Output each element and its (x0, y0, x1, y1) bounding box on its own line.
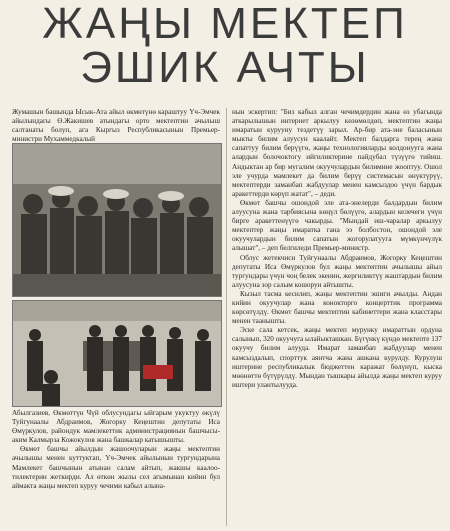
right-paragraph-1: нын эскертип: "Биз кабыл алган чечимдердин жана өз убагында аткарылышын интернет аркылуу көзөмөлдөп, мектептин жаңы имаратын курууну тездетүү зарыл. Ар-бир ата-эне баласынын мыкты билим алуусун каалайт. Мектеп балдарга терең жана сапаттуу билим берүүгө, жаңы технологияларды колдонууга жана алардын болочоктогу ийгиликтерине пайдубал түзүүгө тийиш. Андыктан ар бир мугалим окуучулардын билимине жооптуу. Ошол эле учурда мамлекет да билим берүү системасын өнүктүрүү, мектептерди заманбап жабдуулар менен камсыздоо үчүн бардык аракеттерди көрүп жатат", – деди. (232, 108, 442, 198)
column-divider (226, 108, 227, 526)
article-left-continued (12, 409, 220, 491)
right-paragraph-4: Кызыл тасма кесилип, жаңы мектептин эшиги ачылды. Андан кийин окуучулар жана конокторго концерттик программа көрсөтүлдү. Өкмөт башчы мектептин кабинеттери жана класстары менен таанышты. (232, 289, 442, 326)
headline (0, 2, 450, 90)
left-paragraph-2: Өкмөт башчы айылдын жашоочуларын жаңы мектептин ачылышы менен куттуктап, Үч-Эмчек айылынын тургундарына Мамлекет башчынын атынан салам айтып, жакшы каалоо-тилектерин жеткирди. Ал өткөн жылы сел агымынан кийин бул аймакта жаңы мектеп куруу чечими кабыл алына- (12, 445, 220, 490)
right-paragraph-3: Облус жетекчиси Туйгунаалы Абдраимов, Жогорку Кеңештин депутаты Иса Өмүркулов бул жаңы мектептин ачылышы айыл тургундары үчүн чоң белек экенин, жергиликтүү жаштардын билим алуусуна зор салым кошорун айтышты. (232, 253, 442, 289)
headline-line-1: ЖАҢЫ МЕКТЕП (42, 0, 408, 48)
photo-caption-paragraph: Абылгазиев, Өкмөттүн Чүй облусундагы ыйгарым укуктуу өкүлү Туйгунаалы Абдраимов, Жогорку Кеңештин депутаты Иса Өмүркулов, райондук мамлекеттик администрациянын башчысы-аким Калмырза Кожокулов жана башкалар катышышты. (12, 409, 220, 445)
article-right-column (232, 108, 442, 390)
intro-paragraph: Жумашын башында Ысык-Ата айыл өкмөтүнө караштуу Үч-Эмчек айылындагы Ө.Жакишев атындагы орто мектептин ачылыш салтанаты болуп, ага Кыргыз Республикасынын Премьер-министри Мухаммедкалый (12, 108, 220, 144)
right-paragraph-5: Эске сала кетсек, жаңы мектеп мурунку имараттын ордуна салынып, 320 окуучуга ылайыкташкан. Бүгүнкү күндө мектепте 137 окуучу билим алууда. Имарат заманбап жабдуулар менен камсыздалып, спорттук аянтча жана ашкана курулду. Курулуш иштерине республикалык бюджеттен каражат бөлүнүп, кыска мөөнөттө бүтүрүлдү. Мындан тышкары айылда жаңы мектеп куруу иштери улантылууда. (232, 326, 442, 389)
photo-officials (12, 300, 222, 407)
photo-officials-image (13, 301, 221, 406)
photo-audience-image (13, 144, 221, 296)
right-paragraph-2: Өкмөт башчы ошондой эле ата-энелерди балдардын билим алуусуна жана тарбиясына көңүл бөлүүгө, алардын келечеги үчүн бирге аракеттенүүгө чакырды. "Мындай иш-чаралар аркылуу мектептер жаңы имаратка гана ээ болбостон, ошондой эле окуучулардын билим сапатын жогорулатууга мүмкүнчүлүк алышат", – деп белгиледи Премьер-министр. (232, 198, 442, 253)
photo-audience (12, 143, 222, 297)
article-intro (12, 108, 220, 144)
headline-line-2: ЭШИК АЧТЫ (80, 43, 370, 92)
